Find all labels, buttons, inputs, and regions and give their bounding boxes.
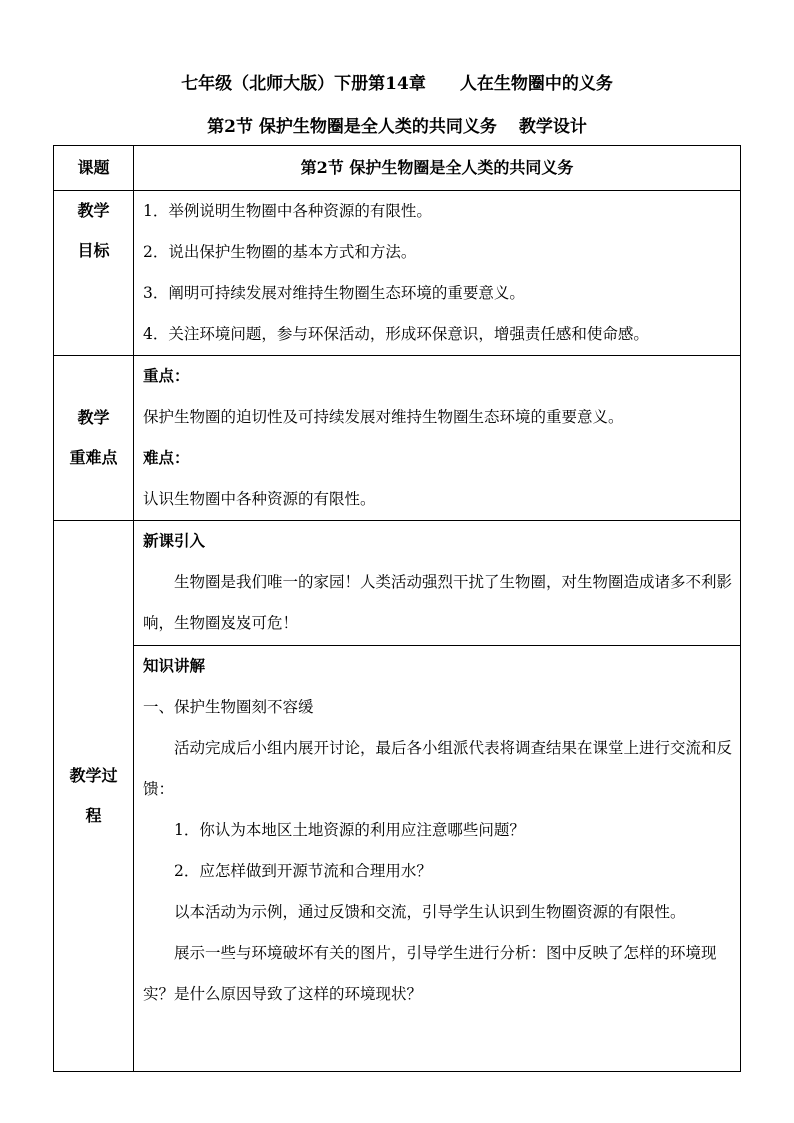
- intro-section: [134, 521, 740, 645]
- goal-item: 2．说出保护生物圈的基本方式和方法。: [143, 243, 417, 261]
- focus-row: [54, 356, 741, 521]
- knowledge-section: [134, 645, 740, 1015]
- paragraph: 活动完成后小组内展开讨论，最后各小组派代表将调查结果在课堂上进行交流和反馈：: [143, 739, 733, 798]
- goals-label: [54, 191, 134, 356]
- intro-title: 新课引入: [143, 532, 206, 550]
- process-row: [54, 521, 741, 1072]
- paragraph: 以本活动为示例，通过反馈和交流，引导学生认识到生物圈资源的有限性。: [174, 903, 686, 921]
- question-item: 1．你认为本地区土地资源的利用应注意哪些问题？: [174, 821, 525, 839]
- question-item: 2．应怎样做到开源节流和合理用水？: [174, 862, 432, 880]
- key-point-title: 重点：: [143, 367, 190, 385]
- process-content: [134, 521, 741, 1072]
- design-label: 教学设计: [518, 117, 587, 137]
- difficult-point-title: 难点：: [143, 449, 190, 467]
- focus-label-1: 教学: [77, 408, 110, 427]
- document-title-line-2: [0, 116, 794, 138]
- topic-value: 第2节 保护生物圈是全人类的共同义务: [134, 146, 741, 191]
- key-point-text: 保护生物圈的迫切性及可持续发展对维持生物圈生态环境的重要意义。: [143, 408, 624, 426]
- goals-row: [54, 191, 741, 356]
- paragraph: 展示一些与环境破坏有关的图片，引导学生进行分析：图中反映了怎样的环境现实？是什么原因导致了这样的环境现状？: [143, 944, 717, 1003]
- goals-label-1: 教学: [77, 201, 110, 220]
- process-label-2: 程: [85, 806, 102, 825]
- document-title-line-1: [0, 73, 794, 95]
- goals-label-2: 目标: [77, 241, 110, 260]
- chapter-name: 人在生物圈中的义务: [459, 74, 613, 94]
- focus-label: [54, 356, 134, 521]
- chapter-label: 七年级（北师大版）下册第14章: [181, 74, 426, 94]
- goal-item: 1．举例说明生物圈中各种资源的有限性。: [143, 202, 432, 220]
- difficult-point-text: 认识生物圈中各种资源的有限性。: [143, 490, 376, 508]
- process-label-1: 教学过: [69, 766, 118, 785]
- intro-text: 生物圈是我们唯一的家园！人类活动强烈干扰了生物圈，对生物圈造成诸多不利影响，生物圈岌岌可危！: [143, 573, 733, 632]
- process-label: [54, 521, 134, 1072]
- goal-item: 4．关注环境问题，参与环保活动，形成环保意识，增强责任感和使命感。: [143, 325, 649, 343]
- section-label: 第2节 保护生物圈是全人类的共同义务: [207, 117, 497, 137]
- lesson-plan-table: [53, 145, 741, 1072]
- focus-label-2: 重难点: [69, 448, 118, 467]
- goals-content: [134, 191, 741, 356]
- section-heading: 一、保护生物圈刻不容缓: [143, 698, 314, 716]
- focus-content: [134, 356, 741, 521]
- knowledge-title: 知识讲解: [143, 657, 206, 675]
- goal-item: 3．阐明可持续发展对维持生物圈生态环境的重要意义。: [143, 284, 525, 302]
- topic-label: 课题: [54, 146, 134, 191]
- topic-row: [54, 146, 741, 191]
